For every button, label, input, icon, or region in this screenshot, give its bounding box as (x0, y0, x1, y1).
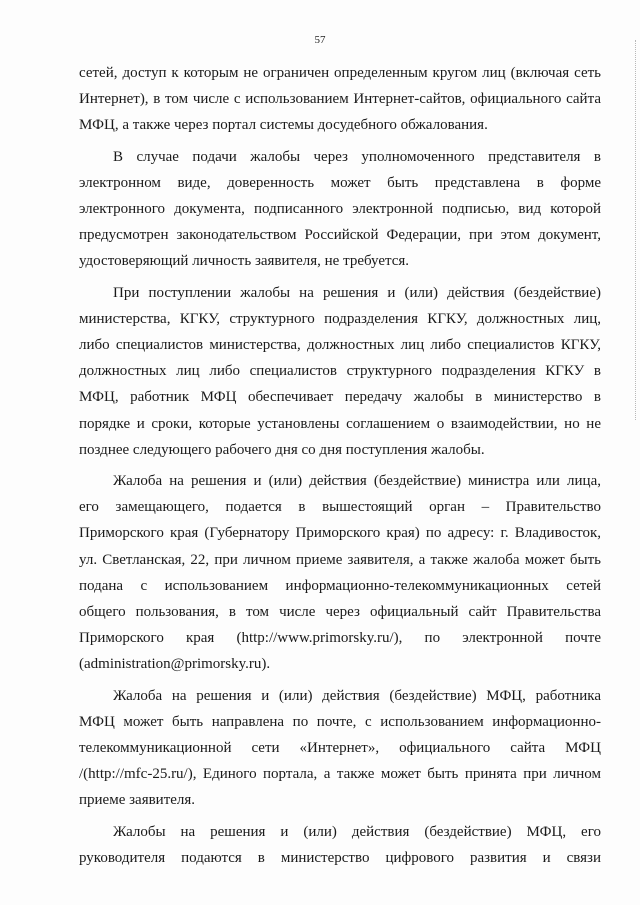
text-line: При поступлении жалобы на решения и (или) действия (бездействие) (113, 284, 601, 301)
text-line: Интернет), в том числе с использованием Интернет-сайтов, официального сайта (79, 91, 601, 108)
text-line: должностных лиц либо специалистов структурного подразделения КГКУ в (79, 363, 601, 380)
paragraph-5 (79, 683, 601, 814)
text-line: телекоммуникационной сети «Интернет», официального сайта МФЦ (79, 740, 601, 757)
text-line: общего пользования, в том числе через официальный сайт Правительства (79, 604, 601, 621)
text-line: Жалоба на решения и (или) действия (бездействие) МФЦ, работника (113, 687, 601, 704)
text-line: Приморского края (Губернатору Приморского края) по адресу: г. Владивосток, (79, 525, 601, 542)
text-line: министерства, КГКУ, структурного подразделения КГКУ, должностных лиц, (79, 310, 601, 327)
page-number: 57 (314, 34, 326, 46)
text-line: электронного документа, подписанного электронной подписью, вид которой (79, 201, 601, 218)
text-line: (administration@primorsky.ru). (79, 656, 271, 673)
text-line: МФЦ, работник МФЦ обеспечивает передачу жалобы в министерство в (79, 389, 601, 406)
text-line: либо специалистов министерства, должностных лиц либо специалистов КГКУ, (79, 337, 601, 354)
paragraph-6 (79, 819, 601, 871)
text-line: руководителя подаются в министерство цифрового развития и связи (79, 849, 601, 866)
text-line: подана с использованием информационно-телекоммуникационных сетей (79, 577, 601, 594)
document-body (79, 60, 601, 876)
paragraph-3 (79, 280, 601, 463)
scan-edge-mark (634, 40, 636, 420)
paragraph-2 (79, 144, 601, 275)
paragraph-1 (79, 60, 601, 139)
paragraph-4 (79, 468, 601, 678)
text-line: ул. Светланская, 22, при личном приеме заявителя, а также жалоба может быть (79, 551, 601, 568)
text-line: его замещающего, подается в вышестоящий орган – Правительство (79, 499, 601, 516)
text-line: Жалоба на решения и (или) действия (бездействие) министра или лица, (113, 473, 601, 490)
text-line: Приморского края (http://www.primorsky.ru/), по электронной почте (79, 630, 601, 647)
text-line: приеме заявителя. (79, 792, 196, 809)
text-line: МФЦ, а также через портал системы досудебного обжалования. (79, 117, 488, 134)
text-line: /(http://mfc-25.ru/), Единого портала, а также может быть принята при личном (79, 766, 601, 783)
text-line: сетей, доступ к которым не ограничен определенным кругом лиц (включая сеть (79, 65, 601, 81)
text-line: МФЦ может быть направлена по почте, с использованием информационно- (79, 713, 601, 730)
text-line: Жалобы на решения и (или) действия (бездействие) МФЦ, его (113, 823, 601, 840)
text-line: электронном виде, доверенность может быть представлена в форме (79, 174, 601, 191)
text-line: удостоверяющий личность заявителя, не требуется. (79, 253, 410, 270)
text-line: В случае подачи жалобы через уполномоченного представителя в (113, 148, 601, 165)
text-line: позднее следующего рабочего дня со дня поступления жалобы. (79, 441, 485, 458)
text-line: порядке и сроки, которые установлены соглашением о взаимодействии, но не (79, 415, 601, 432)
text-line: предусмотрен законодательством Российской Федерации, при этом документ, (79, 227, 601, 244)
